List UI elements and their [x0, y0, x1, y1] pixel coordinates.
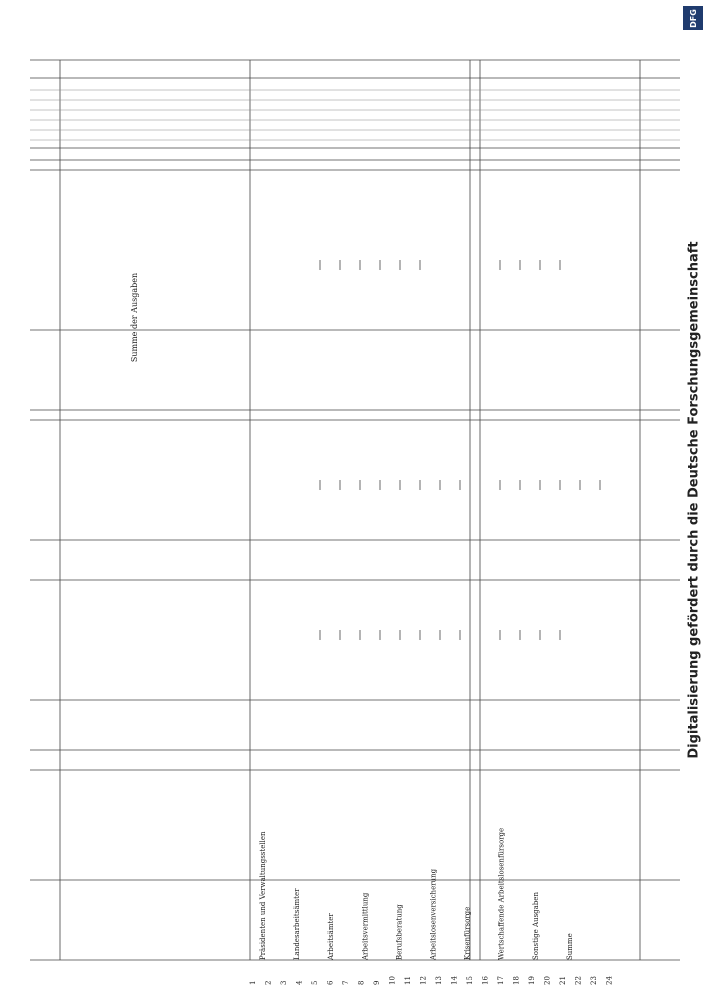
- row-number: 18: [512, 976, 521, 985]
- row-number: 4: [295, 980, 304, 985]
- row-number: 1: [249, 980, 257, 985]
- row-number: 3: [280, 980, 288, 985]
- row-number: 16: [481, 976, 490, 985]
- row-number: 7: [342, 980, 350, 985]
- row-number: 9: [373, 980, 381, 985]
- row-number: 21: [559, 976, 567, 985]
- row-label: Arbeitsämter: [327, 913, 336, 960]
- dfg-banner: [681, 0, 707, 1000]
- row-number: 20: [543, 976, 552, 985]
- row-number: 17: [497, 976, 505, 985]
- row-number: 14: [450, 976, 459, 985]
- row-label: Wertschaffende Arbeitslosenfürsorge: [497, 827, 506, 960]
- row-number: 5: [311, 980, 319, 985]
- row-number: 8: [357, 980, 366, 985]
- row-number: 22: [574, 976, 583, 985]
- row-label: Präsidenten und Verwaltungsstellen: [259, 831, 267, 960]
- dfg-logo: DFG: [683, 6, 703, 30]
- dfg-banner-text: Digitalisierung gefördert durch die Deutsche Forschungsgemeinschaft: [686, 241, 702, 759]
- row-number: 23: [590, 976, 598, 985]
- row-number: 12: [419, 976, 428, 985]
- row-label: Sonstige Ausgaben: [531, 892, 540, 960]
- row-number: 10: [388, 976, 397, 985]
- row-label: Landesarbeitsämter: [293, 888, 302, 960]
- row-label: Berufsberatung: [395, 904, 404, 960]
- row-number: 15: [466, 976, 474, 985]
- col-summe: Summe der Ausgaben: [130, 272, 140, 363]
- row-label: Arbeitsvermittlung: [361, 892, 370, 960]
- row-number: 11: [404, 976, 412, 985]
- row-label: Krisenfürsorge: [463, 906, 472, 960]
- row-label: Arbeitslosenversicherung: [429, 868, 438, 960]
- row-number: 13: [435, 976, 443, 985]
- row-number: 24: [605, 976, 614, 985]
- row-label: Summe: [565, 933, 574, 960]
- row-number: 2: [264, 980, 273, 985]
- row-number: 6: [326, 980, 335, 985]
- row-number: 19: [528, 976, 536, 985]
